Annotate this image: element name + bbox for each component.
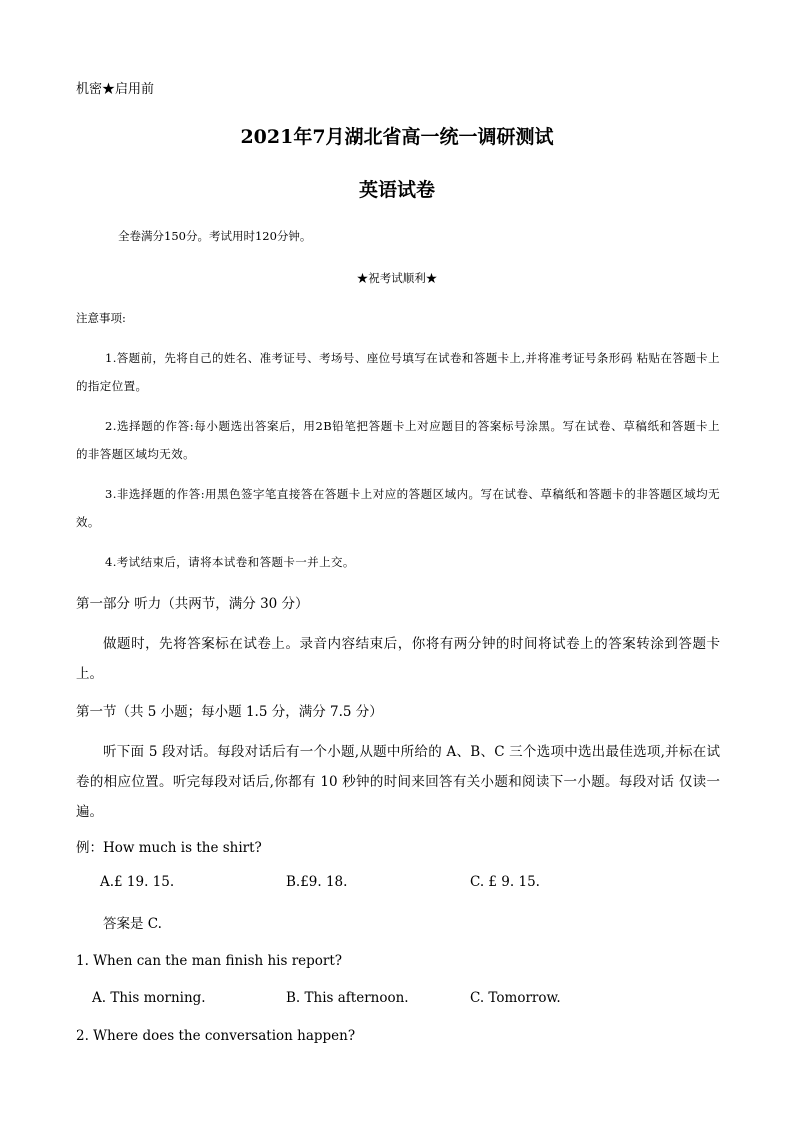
good-luck-note: ★祝考试顺利★: [356, 271, 438, 285]
exam-subtitle: 英语试卷: [358, 179, 435, 201]
example-option-c: C. £ 9. 15.: [470, 874, 540, 890]
section1-instruction: 听下面 5 段对话。每段对话后有一个小题,从题中所给的 A、B、C 三个选项中选出最佳选项,并标在试卷的相应位置。听完每段对话后,你都有 10 秒钟的时间来回答有关小题和阅读下一小题。每段对话 仅读一遍。: [76, 744, 720, 820]
question-1-option-b: B. This afternoon.: [286, 990, 409, 1006]
notice-item: 3.非选择题的作答:用黑色签字笔直接答在答题卡上对应的答题区域内。写在试卷、草稿纸和答题卡的非答题区域均无效。: [76, 487, 720, 529]
example-answer: 答案是 C.: [103, 916, 162, 932]
question-1: 1. When can the man finish his report?: [76, 953, 343, 969]
confidential-label: 机密★启用前: [76, 82, 155, 97]
part1-instruction: 做题时，先将答案标在试卷上。录音内容结束后，你将有两分钟的时间将试卷上的答案转涂到答题卡上。: [76, 636, 720, 682]
section1-heading: 第一节（共 5 小题；每小题 1.5 分，满分 7.5 分）: [76, 704, 383, 720]
example-question: 例：How much is the shirt?: [76, 840, 262, 856]
notice-item: 2.选择题的作答:每小题选出答案后，用2B铅笔把答题卡上对应题目的答案标号涂黑。写在试卷、草稿纸和答题卡上的非答题区域均无效。: [76, 419, 720, 461]
notice-item: 1.答题前，先将自己的姓名、准考证号、考场号、座位号填写在试卷和答题卡上,并将准考证号条形码 粘贴在答题卡上的指定位置。: [76, 351, 720, 393]
full-score-note: 全卷满分150分。考试用时120分钟。: [118, 229, 312, 243]
notice-heading: 注意事项:: [76, 311, 126, 325]
example-option-b: B.£9. 18.: [286, 874, 348, 890]
exam-title: 2021年7月湖北省高一统一调研测试: [240, 126, 554, 148]
notice-item: 4.考试结束后，请将本试卷和答题卡一并上交。: [105, 555, 355, 569]
example-option-a: A.£ 19. 15.: [100, 874, 175, 890]
part1-heading: 第一部分 听力（共两节，满分 30 分）: [76, 596, 309, 612]
question-1-option-a: A. This morning.: [92, 990, 206, 1006]
question-2: 2. Where does the conversation happen?: [76, 1028, 356, 1044]
question-1-option-c: C. Tomorrow.: [470, 990, 561, 1006]
